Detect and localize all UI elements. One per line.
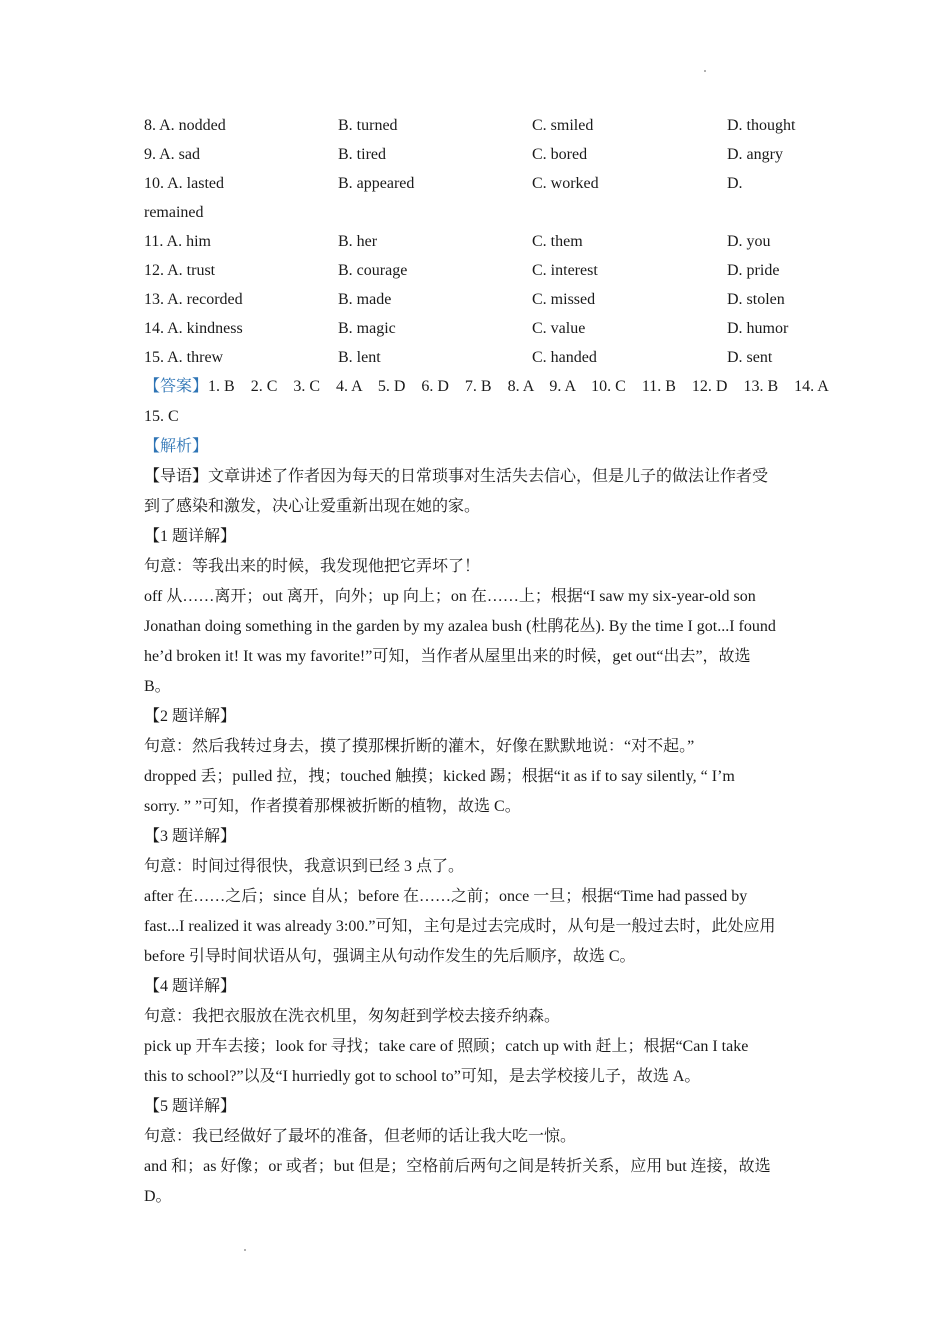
option-a: 14. A. kindness	[144, 320, 243, 337]
analysis-heading: 【解析】	[144, 438, 209, 455]
q1-text: Jonathan doing something in the garden by my azalea bush (杜鹃花丛). By the time I got...I found	[144, 618, 776, 635]
option-a: 15. A. threw	[144, 349, 224, 366]
q4-text: this to school?”以及“I hurriedly got to school to”可知，是去学校接儿子，故选 A。	[144, 1068, 701, 1085]
answer-key: 1. B 2. C 3. C 4. A 5. D 6. D 7. B 8. A 9. A 10. C 11. B 12. D 13. B 14. A	[208, 378, 829, 395]
option-d: D. stolen	[727, 291, 785, 308]
option-row	[144, 314, 814, 343]
option-a: 9. A. sad	[144, 146, 200, 163]
answer-key-line	[144, 372, 829, 402]
q2-heading: 【2 题详解】	[144, 708, 237, 725]
q3-heading: 【3 题详解】	[144, 828, 237, 845]
q5-heading: 【5 题详解】	[144, 1098, 237, 1115]
q3-text: fast...I realized it was already 3:00.”可知，主句是过去完成时，从句是一般过去时，此处应用	[144, 918, 776, 935]
option-b: B. magic	[338, 320, 396, 337]
option-b: B. made	[338, 291, 392, 308]
option-row	[144, 111, 814, 140]
option-d: D. thought	[727, 117, 796, 134]
page-speck	[704, 70, 706, 72]
answer-options-list	[144, 111, 814, 372]
option-row	[144, 169, 814, 198]
guide-line: 到了感染和激发，决心让爱重新出现在她的家。	[144, 498, 481, 515]
q2-text: sorry. ” ”可知，作者摸着那棵被折断的植物，故选 C。	[144, 798, 521, 815]
option-d: D. pride	[727, 262, 780, 279]
q1-text: he’d broken it! It was my favorite!”可知，当作者从屋里出来的时候，get out“出去”，故选	[144, 648, 751, 665]
q4-heading: 【4 题详解】	[144, 978, 237, 995]
guide-line: 【导语】文章讲述了作者因为每天的日常琐事对生活失去信心，但是儿子的做法让作者受	[144, 468, 769, 485]
option-b: B. turned	[338, 117, 398, 134]
option-a: 12. A. trust	[144, 262, 216, 279]
option-b: B. tired	[338, 146, 386, 163]
q5-text: 句意：我已经做好了最坏的准备，但老师的话让我大吃一惊。	[144, 1128, 577, 1145]
option-row	[144, 285, 814, 314]
q1-text: off 从……离开；out 离开，向外；up 向上；on 在……上；根据“I saw my six-year-old son	[144, 588, 756, 605]
option-d: D.	[727, 175, 743, 192]
option-c: C. value	[532, 320, 586, 337]
option-c: C. missed	[532, 291, 596, 308]
q3-text: before 引导时间状语从句，强调主从句动作发生的先后顺序，故选 C。	[144, 948, 636, 965]
q5-text: and 和；as 好像；or 或者；but 但是；空格前后两句之间是转折关系，应用 but 连接，故选	[144, 1158, 771, 1175]
option-a: 8. A. nodded	[144, 117, 226, 134]
option-b: B. her	[338, 233, 378, 250]
explanation-body	[144, 372, 829, 1212]
option-b: B. lent	[338, 349, 381, 366]
option-d: D. humor	[727, 320, 789, 337]
option-a: 13. A. recorded	[144, 291, 243, 308]
q1-text: 句意：等我出来的时候，我发现他把它弄坏了！	[144, 558, 481, 575]
q2-text: 句意：然后我转过身去，摸了摸那棵折断的灌木，好像在默默地说：“对不起。”	[144, 738, 695, 755]
option-row	[144, 140, 814, 169]
answer-key-continuation: 15. C	[144, 408, 179, 425]
option-c: C. worked	[532, 175, 599, 192]
q4-text: 句意：我把衣服放在洗衣机里，匆匆赶到学校去接乔纳森。	[144, 1008, 561, 1025]
option-a: 10. A. lasted	[144, 175, 224, 192]
option-row	[144, 227, 814, 256]
page-speck	[244, 1249, 246, 1251]
option-c: C. bored	[532, 146, 588, 163]
option-b: B. appeared	[338, 175, 415, 192]
q3-text: 句意：时间过得很快，我意识到已经 3 点了。	[144, 858, 465, 875]
option-row	[144, 343, 814, 372]
q1-heading: 【1 题详解】	[144, 528, 237, 545]
option-c: C. them	[532, 233, 583, 250]
q1-text: B。	[144, 678, 171, 695]
q2-text: dropped 丢；pulled 拉，拽；touched 触摸；kicked 踢；根据“it as if to say silently, “ I’m	[144, 768, 735, 785]
q5-text: D。	[144, 1188, 172, 1205]
option-c: C. handed	[532, 349, 597, 366]
option-a: 11. A. him	[144, 233, 211, 250]
option-b: B. courage	[338, 262, 408, 279]
option-d-continuation: remained	[144, 204, 204, 221]
option-row	[144, 256, 814, 285]
option-c: C. smiled	[532, 117, 594, 134]
q4-text: pick up 开车去接；look for 寻找；take care of 照顾；catch up with 赶上；根据“Can I take	[144, 1038, 749, 1055]
option-d: D. you	[727, 233, 771, 250]
answer-label: 【答案】	[144, 378, 209, 395]
option-c: C. interest	[532, 262, 598, 279]
q3-text: after 在……之后；since 自从；before 在……之前；once 一旦；根据“Time had passed by	[144, 888, 748, 905]
option-d: D. angry	[727, 146, 783, 163]
option-d: D. sent	[727, 349, 773, 366]
